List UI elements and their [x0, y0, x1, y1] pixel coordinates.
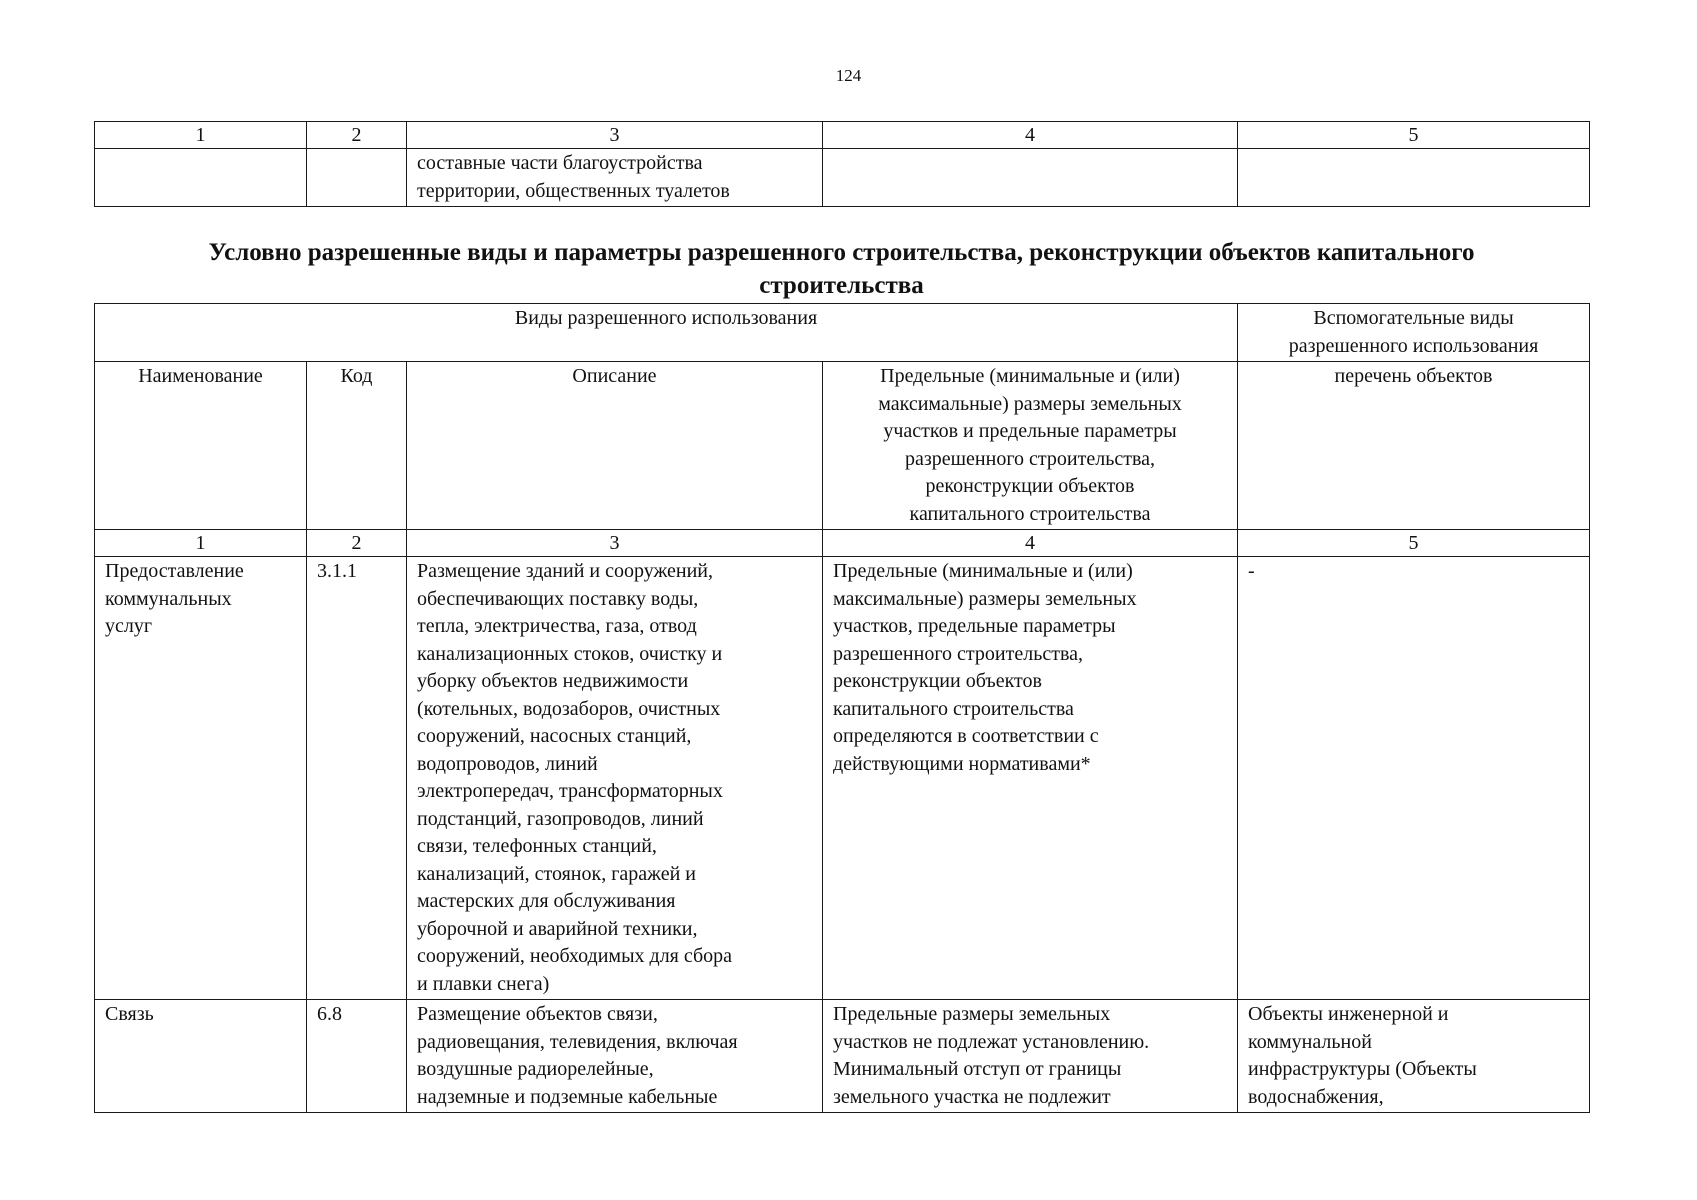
column-number: 3	[407, 530, 823, 557]
code-cell: 3.1.1	[307, 557, 407, 1000]
page-number: 124	[835, 66, 862, 85]
header-limits: Предельные (минимальные и (или) максимальные) размеры земельных участков и предельные параметры разрешенного строительства, реконструкции объектов капитального строительства	[823, 362, 1238, 530]
table-row	[95, 1000, 1590, 1113]
description-cell: Размещение зданий и сооружений, обеспечивающих поставку воды, тепла, электричества, газа, отвод канализационных стоков, очистку и уборку объектов недвижимости (котельных, водозаборов, очистных сооружений, насосных станций, водопроводов, линий электропередач, трансформаторных подстанций, газопроводов, линий связи, телефонных станций, канализаций, стоянок, гаражей и мастерских для обслуживания уборочной и аварийной техники, сооружений, необходимых для сбора и плавки снега)	[407, 557, 823, 1000]
permitted-uses-table	[94, 303, 1590, 1113]
name-cell: Предоставление коммунальных услуг	[95, 557, 307, 1000]
column-number: 1	[95, 530, 307, 557]
section-title: Условно разрешенные виды и параметры разрешенного строительства, реконструкции объектов капитального строительства	[208, 239, 1475, 299]
column-number: 4	[823, 122, 1238, 149]
header-name: Наименование	[95, 362, 307, 530]
limits-cell	[823, 149, 1238, 207]
column-number: 1	[95, 122, 307, 149]
column-number-row	[95, 530, 1590, 557]
column-number: 5	[1238, 530, 1590, 557]
continuation-table	[94, 121, 1590, 207]
group-header-row	[95, 304, 1590, 362]
table-row	[95, 557, 1590, 1000]
column-number: 5	[1238, 122, 1590, 149]
header-code: Код	[307, 362, 407, 530]
column-number: 2	[307, 122, 407, 149]
name-cell: Связь	[95, 1000, 307, 1113]
auxiliary-cell: -	[1238, 557, 1590, 1000]
group-header-main: Виды разрешенного использования	[95, 304, 1238, 362]
column-number-row	[95, 122, 1590, 149]
limits-cell: Предельные размеры земельных участков не подлежат установлению. Минимальный отступ от границы земельного участка не подлежит	[823, 1000, 1238, 1113]
description-cell: Размещение объектов связи, радиовещания, телевидения, включая воздушные радиорелейные, надземные и подземные кабельные	[407, 1000, 823, 1113]
description-cell: составные части благоустройства территории, общественных туалетов	[407, 149, 823, 207]
table-row	[95, 149, 1590, 207]
column-number: 3	[407, 122, 823, 149]
header-auxiliary: перечень объектов	[1238, 362, 1590, 530]
name-cell	[95, 149, 307, 207]
limits-cell: Предельные (минимальные и (или) максимальные) размеры земельных участков, предельные параметры разрешенного строительства, реконструкции объектов капитального строительства определяются в соответствии с действующими нормативами*	[823, 557, 1238, 1000]
header-description: Описание	[407, 362, 823, 530]
column-number: 4	[823, 530, 1238, 557]
auxiliary-cell: Объекты инженерной и коммунальной инфраструктуры (Объекты водоснабжения,	[1238, 1000, 1590, 1113]
auxiliary-cell	[1238, 149, 1590, 207]
code-cell	[307, 149, 407, 207]
group-header-auxiliary: Вспомогательные виды разрешенного использования	[1238, 304, 1590, 362]
column-number: 2	[307, 530, 407, 557]
code-cell: 6.8	[307, 1000, 407, 1113]
column-header-row	[95, 362, 1590, 530]
